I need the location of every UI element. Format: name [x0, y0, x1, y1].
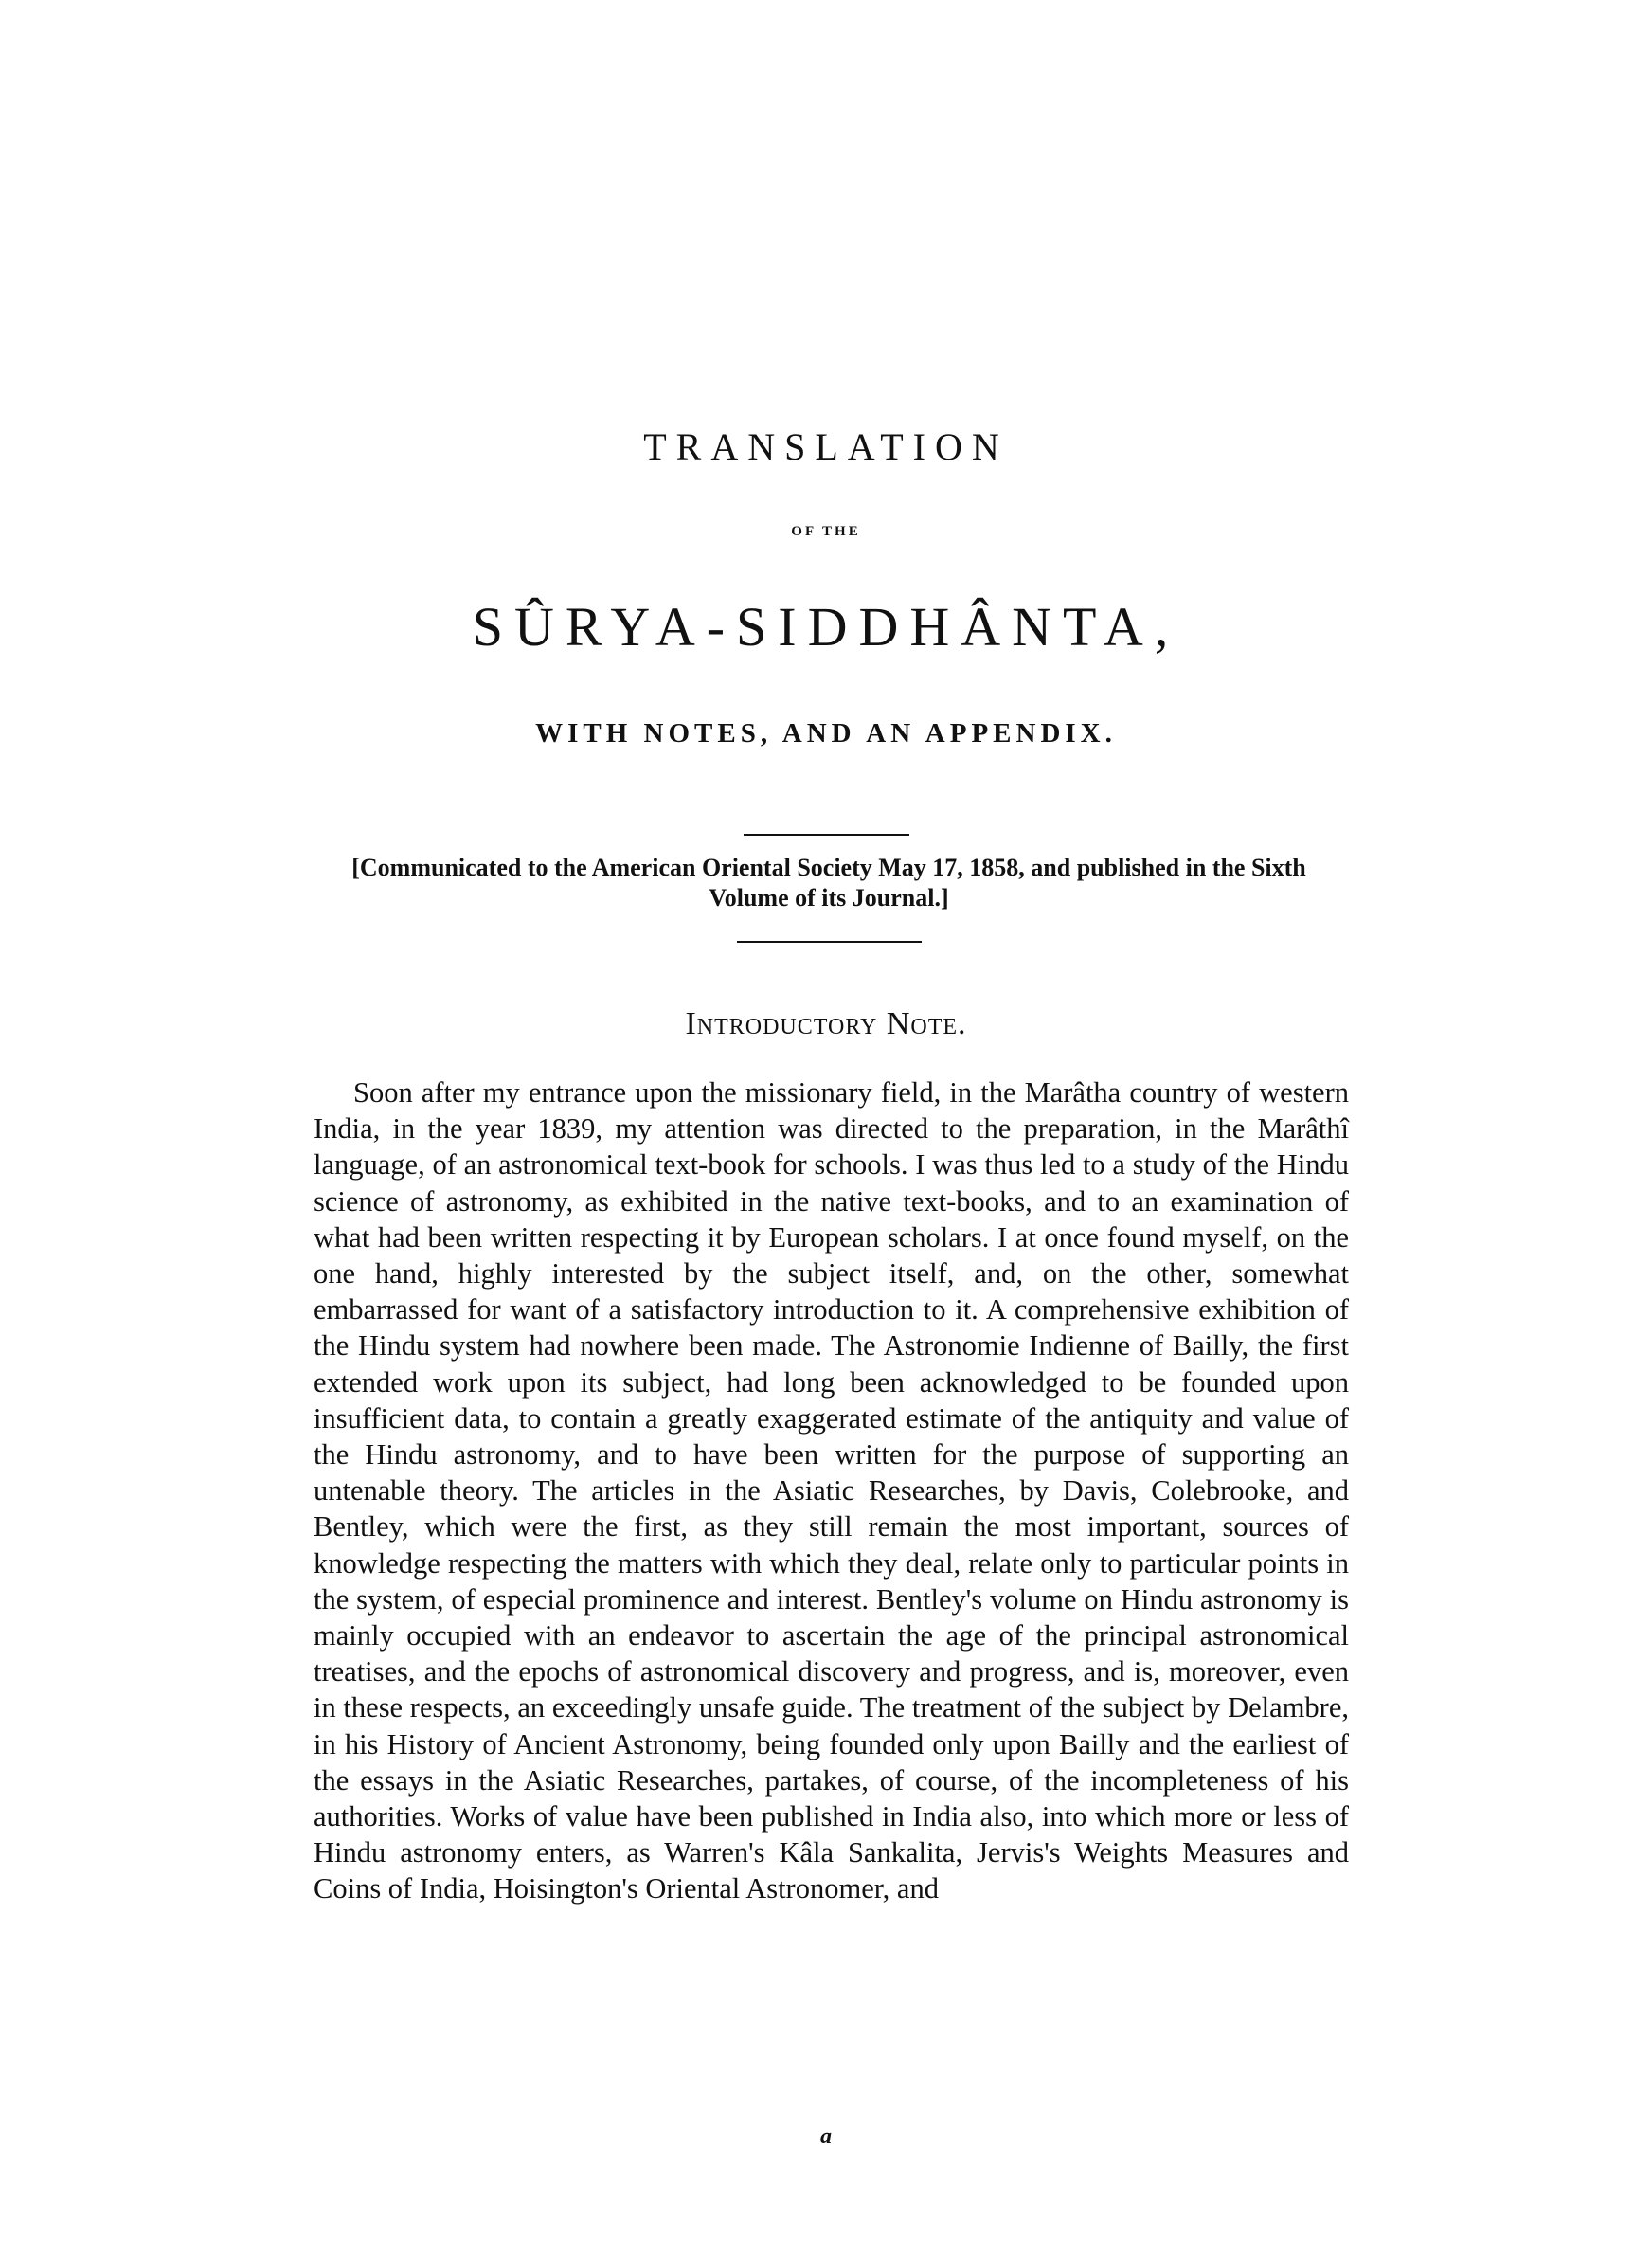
communicated-note: [Communicated to the American Oriental Society May 17, 1858, and published in the Sixth Volume of its Journal.]: [351, 854, 1306, 912]
body-paragraph: Soon after my entrance upon the missionary field, in the Marâtha country of western India, in the year 1839, my attention was directed to the preparation, in the Marâthî language, of an astronomical text-book for schools. I was thus led to a study of the Hindu science of astronomy, as exhibited in the native text-books, and to an examination of what had been written respecting it by European scholars. I at once found myself, on the one hand, highly interested by the subject itself, and, on the other, somewhat embarrassed for want of a satisfactory introduction to it. A comprehensive exhibition of the Hindu system had nowhere been made. The Astronomie Indienne of Bailly, the first extended work upon its subject, had long been acknowledged to be founded upon insufficient data, to contain a greatly exaggerated estimate of the antiquity and value of the Hindu astronomy, and to have been written for the purpose of supporting an untenable theory. The articles in the Asiatic Researches, by Davis, Colebrooke, and Bentley, which were the first, as they still remain the most important, sources of knowledge respecting the matters with which they deal, relate only to particular points in the system, of especial prominence and interest. Bentley's volume on Hindu astronomy is mainly occupied with an endeavor to ascertain the age of the principal astronomical treatises, and the epochs of astronomical discovery and progress, and is, moreover, even in these respects, an exceedingly unsafe guide. The treatment of the subject by Delambre, in his History of Ancient Astronomy, being founded only upon Bailly and the earliest of the essays in the Asiatic Researches, partakes, of course, of the incompleteness of his authorities. Works of value have been published in India also, into which more or less of Hindu astronomy enters, as Warren's Kâla Sankalita, Jervis's Weights Measures and Coins of India, Hoisington's Oriental Astronomer, and: [314, 1076, 1349, 1905]
signature-mark: a: [820, 2124, 832, 2149]
title-surya-siddhanta: SÛRYA-SIDDHÂNTA,: [472, 596, 1180, 658]
section-heading: Introductory Note.: [685, 1006, 967, 1041]
divider-bottom: [737, 941, 922, 943]
title-translation: TRANSLATION: [643, 425, 1009, 468]
subtitle: WITH NOTES, AND AN APPENDIX.: [535, 718, 1117, 749]
divider-top: [744, 834, 909, 836]
title-of-the: OF THE: [791, 524, 861, 539]
